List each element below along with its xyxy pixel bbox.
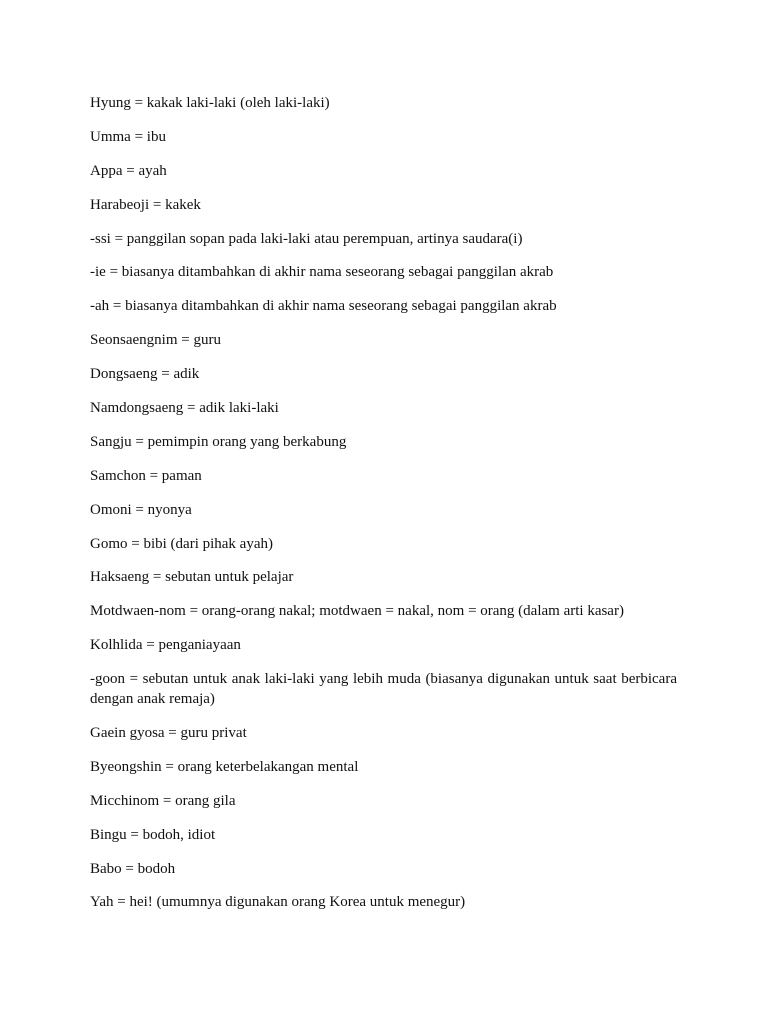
glossary-entry: Namdongsaeng = adik laki-laki [90,400,279,417]
glossary-entry: Seonsaengnim = guru [90,332,221,349]
glossary-entry: -goon = sebutan untuk anak laki-laki yang lebih muda (biasanya digunakan untuk saat berbicara dengan anak remaja) [90,671,677,708]
glossary-entry: Kolhlida = penganiayaan [90,637,241,654]
glossary-entry: -ssi = panggilan sopan pada laki-laki atau perempuan, artinya saudara(i) [90,230,523,247]
glossary-entry: Micchinom = orang gila [90,792,236,809]
document-page [90,93,677,926]
glossary-entry: Byeongshin = orang keterbelakangan mental [90,758,359,775]
glossary-entry: Dongsaeng = adik [90,366,200,383]
glossary-entry: Harabeoji = kakek [90,196,201,213]
glossary-entry: Hyung = kakak laki-laki (oleh laki-laki) [90,95,330,111]
glossary-entry: Samchon = paman [90,467,202,484]
glossary-entry: Gomo = bibi (dari pihak ayah) [90,535,273,552]
glossary-entry: Sangju = pemimpin orang yang berkabung [90,433,347,450]
glossary-entry: Omoni = nyonya [90,501,192,518]
glossary-entry: -ah = biasanya ditambahkan di akhir nama seseorang sebagai panggilan akrab [90,298,557,315]
glossary-entry: Yah = hei! (umumnya digunakan orang Korea untuk menegur) [90,894,466,911]
glossary-entry: Gaein gyosa = guru privat [90,725,247,742]
glossary-entry: Umma = ibu [90,128,166,145]
glossary-entry: Haksaeng = sebutan untuk pelajar [90,569,294,586]
glossary-entry: Babo = bodoh [90,860,176,877]
glossary-entry: Appa = ayah [90,162,167,179]
glossary-entry: -ie = biasanya ditambahkan di akhir nama seseorang sebagai panggilan akrab [90,264,554,281]
glossary-entry: Bingu = bodoh, idiot [90,826,216,843]
glossary-entry: Motdwaen-nom = orang-orang nakal; motdwaen = nakal, nom = orang (dalam arti kasar) [90,603,624,620]
